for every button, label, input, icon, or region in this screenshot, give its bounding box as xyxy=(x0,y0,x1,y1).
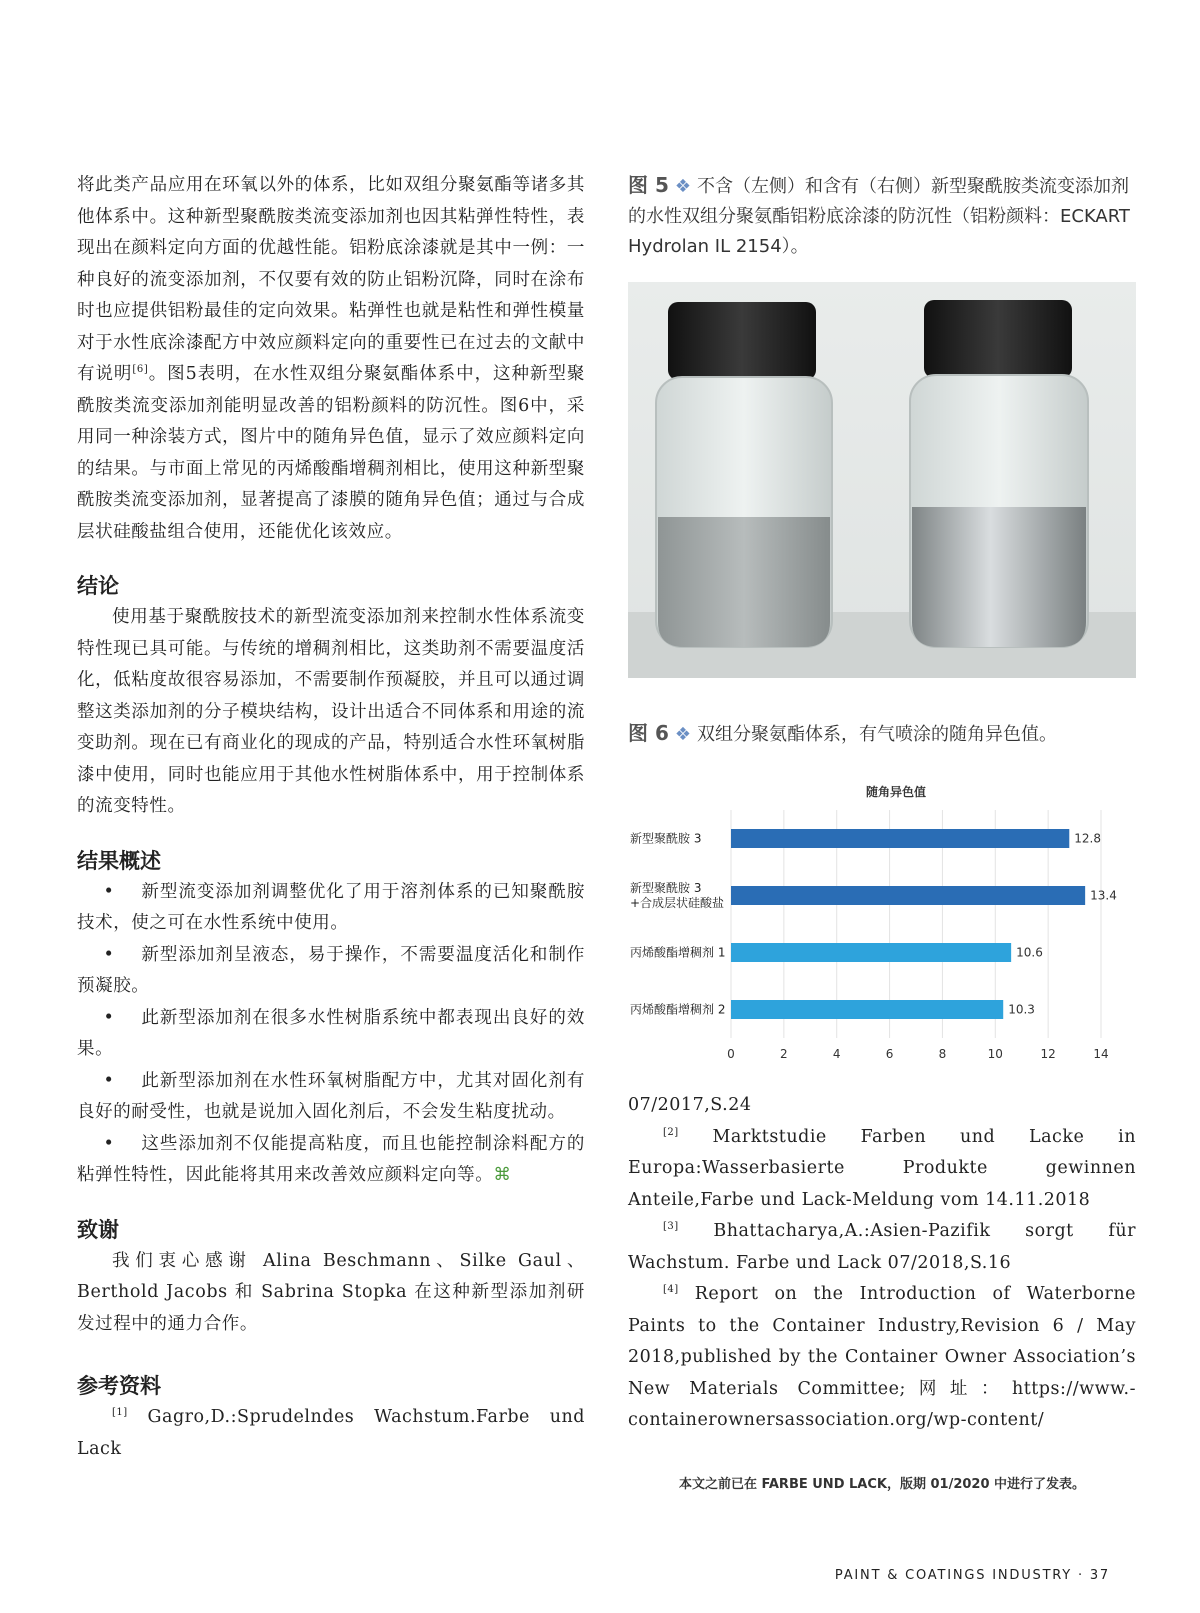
bar xyxy=(731,886,1085,905)
right-jar xyxy=(910,300,1088,647)
list-item: • 这些添加剂不仅能提高粘度，而且也能控制涂料配方的粘弹性特性，因此能将其用来改善效应颜料定向等。⌘ xyxy=(77,1133,585,1185)
end-mark-icon: ⌘ xyxy=(493,1165,512,1185)
bar xyxy=(731,943,1011,962)
reference-1: [1] Gagro,D.:Sprudelndes Wachstum.Farbe und Lack xyxy=(77,1407,585,1459)
reference-1-cont: 07/2017,S.24 xyxy=(628,1095,752,1115)
figure-6-chart xyxy=(628,780,1136,1080)
intro-paragraph: 将此类产品应用在环氧以外的体系，比如双组分聚氨酯等诸多其他体系中。这种新型聚酰胺类流变添加剂也因其粘弹性特性，表现出在颜料定向方面的优越性能。铝粉底涂漆就是其中一例：一种良好的流变添加剂，不仅要有效的防止铝粉沉降，同时在涂布时也应提供铝粉最佳的定向效果。粘弹性也就是粘性和弹性模量对于水性底涂漆配方中效应颜料定向的重要性已在过去的文献中有说明[6]。图5表明，在水性双组分聚氨酯体系中，这种新型聚酰胺类流变添加剂能明显改善的铝粉颜料的防沉性。图6中，采用同一种涂装方式，图片中的随角异色值，显示了效应颜料定向的结果。与市面上常见的丙烯酸酯增稠剂相比，使用这种新型聚酰胺类流变添加剂，显著提高了漆膜的随角异色值；通过与合成层状硅酸盐组合使用，还能优化该效应。 xyxy=(77,175,585,542)
x-tick-label: 0 xyxy=(727,1047,735,1061)
x-tick-label: 4 xyxy=(832,1047,841,1061)
data-label: 13.4 xyxy=(1090,888,1117,903)
thanks-heading: 致谢 xyxy=(77,1217,119,1242)
x-tick-label: 12 xyxy=(1040,1047,1056,1061)
reference-4: [4] Report on the Introduction of Waterborne Paints to the Container Industry,Revision 6 / May 2018,published by the Container Owner Association’s New Materials Committee;网址：https://www.-containerownersassociation.org/wp-content/ xyxy=(628,1284,1136,1430)
category-label: 丙烯酸酯增稠剂 1 xyxy=(630,945,726,960)
figure-6-caption: 图 6 ❖ 双组分聚氨酯体系，有气喷涂的随角异色值。 xyxy=(628,721,1058,745)
left-column xyxy=(77,170,585,1465)
conclusion-paragraph: 使用基于聚酰胺技术的新型流变添加剂来控制水性体系流变特性现已具可能。与传统的增稠剂相比，这类助剂不需要温度活化，低粘度故很容易添加，不需要制作预凝胶，并且可以通过调整这类添加剂的分子模块结构，设计出适合不同体系和用途的流变助剂。现在已有商业化的现成的产品，特别适合水性环氧树脂漆中使用，同时也能应用于其他水性树脂体系中，用于控制体系的流变特性。 xyxy=(77,607,585,816)
thanks-paragraph: 我们衷心感谢 Alina Beschmann、Silke Gaul、Berthold Jacobs 和 Sabrina Stopka 在这种新型添加剂研发过程中的通力合作。 xyxy=(77,1250,585,1334)
data-label: 10.6 xyxy=(1016,945,1043,960)
x-tick-label: 8 xyxy=(938,1047,947,1061)
data-label: 12.8 xyxy=(1074,831,1102,846)
list-item: • 此新型添加剂在很多水性树脂系统中都表现出良好的效果。 xyxy=(77,1007,585,1059)
x-tick-label: 6 xyxy=(885,1047,894,1061)
reference-2: [2] Marktstudie Farben und Lacke in Europa:Wasserbasierte Produkte gewinnen Anteile,Farbe und Lack-Meldung vom 14.11.2018 xyxy=(628,1126,1136,1210)
x-tick-label: 10 xyxy=(987,1047,1003,1061)
category-label: +合成层状硅酸盐 xyxy=(630,896,725,910)
x-tick-label: 14 xyxy=(1093,1047,1109,1061)
figure-5-caption: 图 5 ❖ 不含（左侧）和含有（右侧）新型聚酰胺类流变添加剂的水性双组分聚氨酯铝粉底涂漆的防沉性（铝粉颜料：ECKART Hydrolan IL 2154）。 xyxy=(628,173,1130,257)
conclusion-heading: 结论 xyxy=(77,574,119,598)
reference-3: [3] Bhattacharya,A.:Asien-Pazifik sorgt für Wachstum. Farbe und Lack 07/2018,S.16 xyxy=(628,1221,1136,1273)
left-jar xyxy=(656,302,832,647)
bar xyxy=(731,1000,1003,1019)
category-label: 新型聚酰胺 3 xyxy=(630,831,702,846)
page-footer: PAINT & COATINGS INDUSTRY · 37 xyxy=(834,1568,1110,1583)
category-label: 丙烯酸酯增稠剂 2 xyxy=(630,1002,726,1017)
publication-note: 本文之前已在 FARBE UND LACK，版期 01/2020 中进行了发表。 xyxy=(678,1476,1086,1492)
chart-title: 随角异色值 xyxy=(865,785,927,799)
category-label: 新型聚酰胺 3 xyxy=(630,881,702,895)
summary-list xyxy=(77,877,585,1192)
list-item: • 新型流变添加剂调整优化了用于溶剂体系的已知聚酰胺技术，使之可在水性系统中使用。 xyxy=(77,881,585,933)
references-heading: 参考资料 xyxy=(77,1374,161,1398)
summary-heading: 结果概述 xyxy=(77,848,161,873)
diamond-icon: ❖ xyxy=(674,176,692,197)
list-item: • 此新型添加剂在水性环氧树脂配方中，尤其对固化剂有良好的耐受性，也就是说加入固化剂后，不会发生粘度扰动。 xyxy=(77,1070,585,1122)
right-column xyxy=(628,170,1136,1492)
jars-photo xyxy=(628,282,1136,678)
jars-illustration xyxy=(628,282,1136,678)
references-continued xyxy=(628,1090,1136,1437)
bar xyxy=(731,829,1069,848)
x-tick-label: 2 xyxy=(780,1047,788,1061)
diamond-icon: ❖ xyxy=(674,724,692,745)
list-item: • 新型添加剂呈液态，易于操作，不需要温度活化和制作预凝胶。 xyxy=(77,944,585,996)
bar-chart xyxy=(628,780,1136,1080)
data-label: 10.3 xyxy=(1008,1002,1035,1017)
